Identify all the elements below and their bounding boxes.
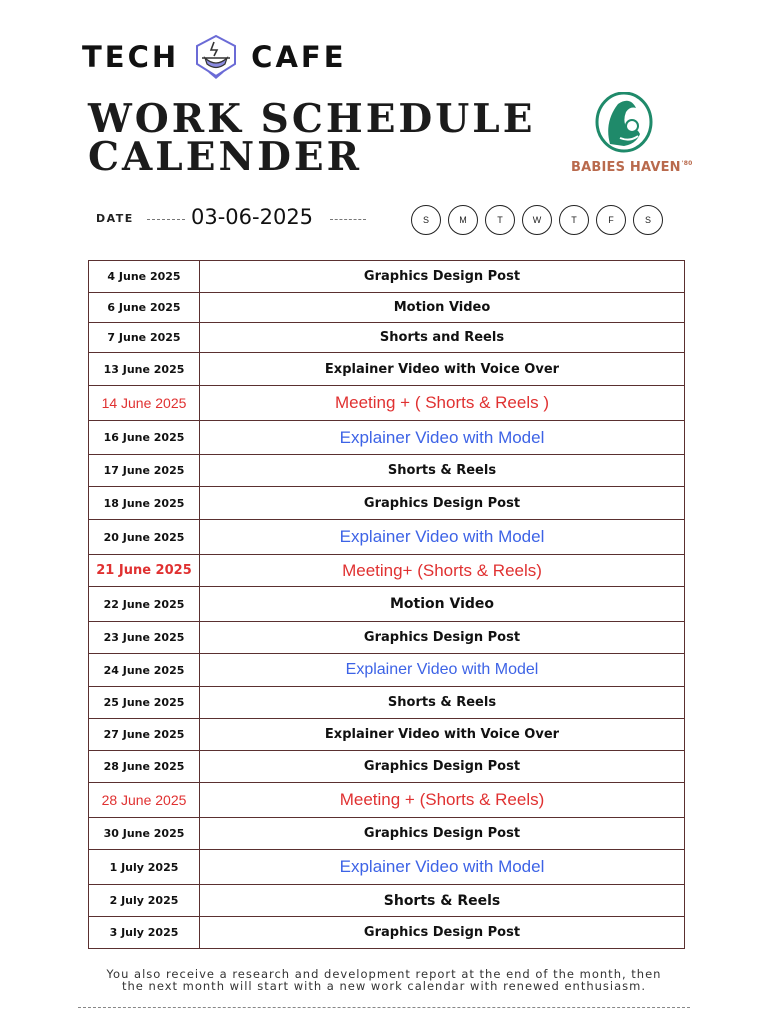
weekday-wednesday[interactable]: W (522, 205, 552, 235)
row-date: 14 June 2025 (89, 386, 200, 421)
footer-line-1: You also receive a research and development report at the end of the month, then (106, 967, 662, 981)
weekday-monday[interactable]: M (448, 205, 478, 235)
row-date: 7 June 2025 (89, 323, 200, 353)
row-task: Explainer Video with Model (200, 520, 685, 555)
partner-mark: '80 (681, 160, 693, 167)
table-row (89, 261, 685, 293)
table-row (89, 487, 685, 520)
row-task: Explainer Video with Model (200, 654, 685, 687)
table-row (89, 323, 685, 353)
tech-cafe-brand (82, 34, 347, 80)
table-row (89, 555, 685, 587)
table-row (89, 783, 685, 818)
row-date: 25 June 2025 (89, 687, 200, 719)
partner-name-text: BABIES HAVEN (571, 160, 681, 175)
row-task: Explainer Video with Model (200, 850, 685, 885)
weekday-friday[interactable]: F (596, 205, 626, 235)
row-task: Shorts & Reels (200, 455, 685, 487)
table-row (89, 654, 685, 687)
row-task: Explainer Video with Voice Over (200, 353, 685, 386)
table-row (89, 622, 685, 654)
footer-line-2: the next month will start with a new work calendar with renewed enthusiasm. (122, 979, 646, 993)
row-date: 30 June 2025 (89, 818, 200, 850)
table-row (89, 751, 685, 783)
table-row (89, 687, 685, 719)
table-row (89, 386, 685, 421)
date-divider-right (330, 219, 366, 220)
row-date: 1 July 2025 (89, 850, 200, 885)
row-date: 20 June 2025 (89, 520, 200, 555)
row-date: 4 June 2025 (89, 261, 200, 293)
row-task: Graphics Design Post (200, 487, 685, 520)
row-task: Motion Video (200, 587, 685, 622)
row-task: Graphics Design Post (200, 751, 685, 783)
page-title (88, 96, 536, 180)
row-task: Shorts & Reels (200, 687, 685, 719)
row-date: 18 June 2025 (89, 487, 200, 520)
row-task: Explainer Video with Model (200, 421, 685, 455)
weekday-saturday[interactable]: S (633, 205, 663, 235)
row-date: 24 June 2025 (89, 654, 200, 687)
brand-word-left: TECH (82, 40, 180, 74)
row-task: Motion Video (200, 293, 685, 323)
table-row (89, 719, 685, 751)
row-task: Graphics Design Post (200, 818, 685, 850)
row-date: 27 June 2025 (89, 719, 200, 751)
weekday-thursday[interactable]: T (559, 205, 589, 235)
row-task: Shorts & Reels (200, 885, 685, 917)
row-date: 28 June 2025 (89, 751, 200, 783)
table-row (89, 455, 685, 487)
row-date: 16 June 2025 (89, 421, 200, 455)
table-row (89, 520, 685, 555)
brand-word-right: CAFE (251, 40, 347, 74)
row-task: Graphics Design Post (200, 622, 685, 654)
table-row (89, 850, 685, 885)
row-date: 13 June 2025 (89, 353, 200, 386)
footer-note (80, 968, 688, 992)
row-date: 2 July 2025 (89, 885, 200, 917)
weekday-sunday[interactable]: S (411, 205, 441, 235)
table-row (89, 917, 685, 949)
row-task: Shorts and Reels (200, 323, 685, 353)
table-row (89, 818, 685, 850)
row-date: 22 June 2025 (89, 587, 200, 622)
row-task: Explainer Video with Voice Over (200, 719, 685, 751)
table-row (89, 587, 685, 622)
weekday-tuesday[interactable]: T (485, 205, 515, 235)
footer-divider (78, 1007, 690, 1008)
table-row (89, 293, 685, 323)
table-row (89, 353, 685, 386)
row-date: 21 June 2025 (89, 555, 200, 587)
title-line-1: WORK SCHEDULE (88, 96, 536, 142)
row-date: 28 June 2025 (89, 783, 200, 818)
row-date: 17 June 2025 (89, 455, 200, 487)
table-row (89, 885, 685, 917)
weekday-selector (411, 205, 663, 235)
coffee-cup-logo-icon (187, 34, 245, 80)
title-line-2: CALENDER (88, 134, 363, 180)
row-task: Meeting+ (Shorts & Reels) (200, 555, 685, 587)
date-divider-left (147, 219, 185, 220)
row-task: Meeting + ( Shorts & Reels ) (200, 386, 685, 421)
partner-name (571, 160, 693, 175)
table-row (89, 421, 685, 455)
date-value: 03-06-2025 (191, 205, 314, 229)
row-date: 3 July 2025 (89, 917, 200, 949)
row-date: 6 June 2025 (89, 293, 200, 323)
schedule-table (88, 260, 685, 949)
row-date: 23 June 2025 (89, 622, 200, 654)
row-task: Graphics Design Post (200, 917, 685, 949)
row-task: Meeting + (Shorts & Reels) (200, 783, 685, 818)
date-label: DATE (96, 212, 134, 225)
row-task: Graphics Design Post (200, 261, 685, 293)
